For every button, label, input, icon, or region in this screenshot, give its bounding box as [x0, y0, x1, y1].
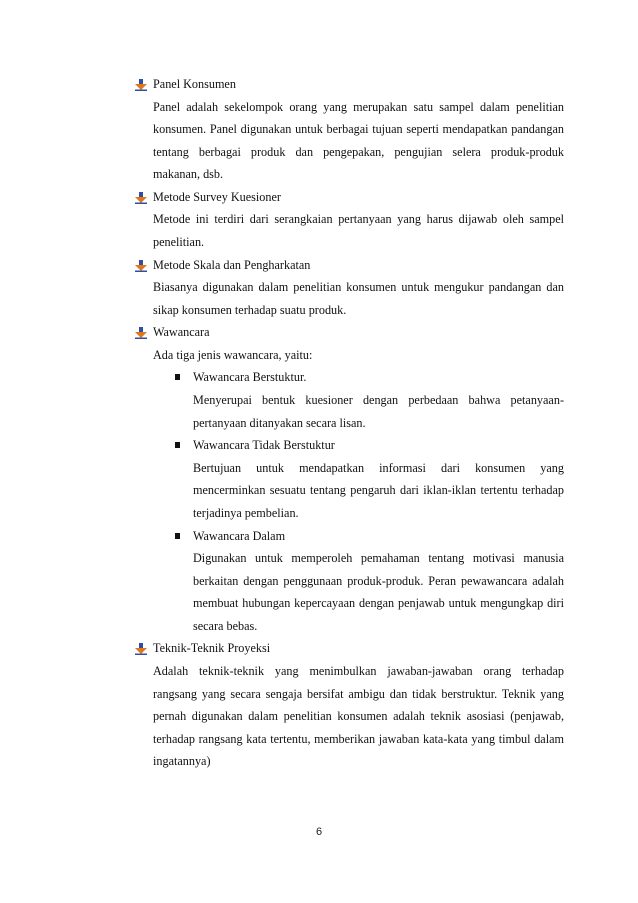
- arrow-bullet-icon: [135, 79, 147, 91]
- section-title: Teknik-Teknik Proyeksi: [153, 641, 271, 656]
- arrow-bullet-icon: [135, 260, 147, 272]
- square-bullet-icon: [175, 533, 180, 539]
- square-bullet-icon: [175, 374, 180, 380]
- section-panel-konsumen: [133, 73, 564, 186]
- page-number: 6: [315, 826, 323, 838]
- section-title: Wawancara: [153, 325, 210, 340]
- page-content: [133, 73, 564, 773]
- section-title: Panel Konsumen: [153, 77, 236, 91]
- subitem-title: Wawancara Berstuktur.: [193, 370, 307, 385]
- section-paragraph: Biasanya digunakan dalam penelitian konsumen untuk mengukur pandangan dan sikap konsumen terhadap suatu produk.: [153, 280, 564, 317]
- section-teknik-proyeksi: [133, 637, 564, 772]
- subitem-title: Wawancara Dalam: [193, 528, 286, 543]
- arrow-bullet-icon: [135, 192, 147, 204]
- section-paragraph: Ada tiga jenis wawancara, yaitu:: [153, 347, 313, 362]
- subitem-wawancara-berstuktur: [153, 366, 564, 434]
- section-paragraph: Adalah teknik-teknik yang menimbulkan jawaban-jawaban orang terhadap rangsang yang secara sengaja bersifat ambigu dan tidak berstruktur. Teknik yang pernah digunakan dalam penelitian konsumen adalah teknik asosiasi (penjawab, terhadap rangsang kata tertentu, memberikan jawaban kata-kata yang timbul dalam ingatannya): [153, 663, 564, 769]
- section-title: Metode Skala dan Pengharkatan: [153, 257, 311, 272]
- arrow-bullet-icon: [135, 327, 147, 339]
- section-title: Metode Survey Kuesioner: [153, 189, 281, 204]
- arrow-bullet-icon: [135, 643, 147, 655]
- section-paragraph: Metode ini terdiri dari serangkaian pertanyaan yang harus dijawab oleh sampel penelitian.: [153, 212, 564, 249]
- section-metode-skala: [133, 254, 564, 322]
- subitem-paragraph: Menyerupai bentuk kuesioner dengan perbedaan bahwa petanyaan-pertanyaan ditanyakan secara lisan.: [193, 392, 564, 430]
- subitem-paragraph: Bertujuan untuk mendapatkan informasi dari konsumen yang mencerminkan sesuatu tentang pengaruh dari iklan-iklan tertentu terhadap terjadinya pembelian.: [193, 460, 564, 520]
- subitem-title: Wawancara Tidak Berstuktur: [193, 438, 335, 453]
- section-wawancara: [133, 321, 564, 637]
- square-bullet-icon: [175, 442, 180, 448]
- subitem-paragraph: Digunakan untuk memperoleh pemahaman tentang motivasi manusia berkaitan dengan penggunaan produk-produk. Peran pewawancara adalah membuat hubungan kepercayaan dengan penjawab untuk mengungkap diri secara bebas.: [193, 551, 564, 633]
- section-metode-survey-kuesioner: [133, 186, 564, 254]
- subitem-wawancara-tidak-berstuktur: [153, 434, 564, 524]
- section-paragraph: Panel adalah sekelompok orang yang merupakan satu sampel dalam penelitian konsumen. Panel digunakan untuk berbagai tujuan seperti mendapatkan pandangan tentang berbagai produk dan pengepakan, pengujian selera produk-produk makanan, dsb.: [153, 99, 564, 182]
- subitem-wawancara-dalam: [153, 525, 564, 638]
